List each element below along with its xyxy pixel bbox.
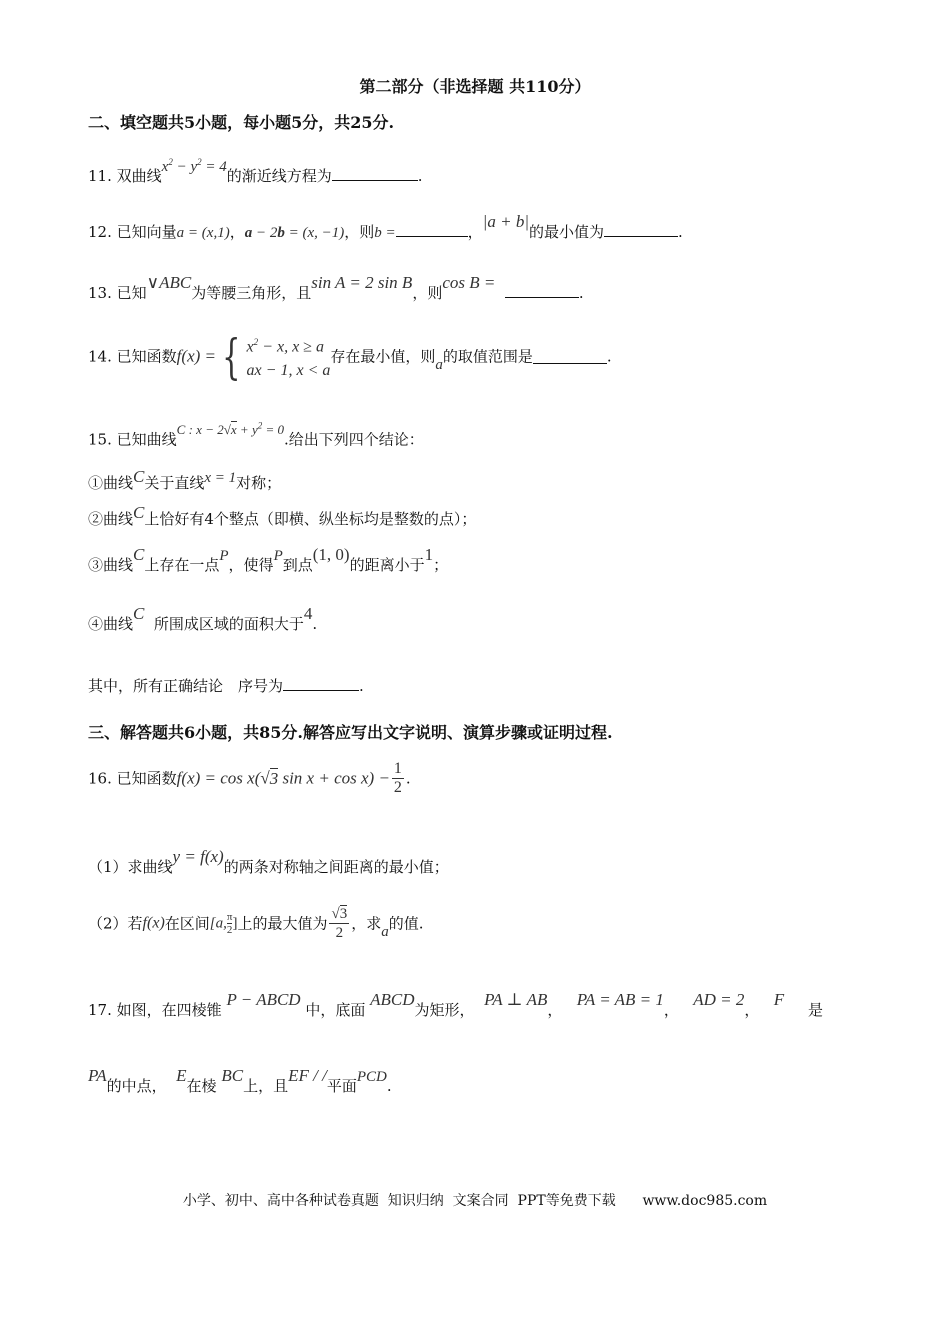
q14-pre: 已知函数 [116, 347, 177, 366]
q16-formula: f(x) = cos x(√3 sin x + cos x) − [176, 768, 390, 788]
q16-part-1: （1）求曲线y = f(x)的两条对称轴之间距离的最小值； [88, 847, 449, 876]
answer-blank [396, 222, 468, 237]
question-14: 14. 已知函数f(x) = { $x^2 - x$, x ≥ a ax − 1, x < a 存在最小值，则a的取值范围是 . [88, 328, 612, 385]
q13-triangle: ∨ABC [146, 273, 192, 292]
q16-number: 16. [88, 769, 112, 788]
q15-post: .给出下列四个结论： [284, 430, 424, 449]
q16-part-2: （2）若f(x)在区间[a, $\frac{\pi}{2}$ ]上的最大值为 $\frac{√3}{2}$ ，求a的值. [88, 906, 424, 941]
q15-final: 其中，所有正确结论 序号为 . [88, 677, 364, 695]
q14-post: 的取值范围是 [442, 347, 533, 366]
q15-curve: C : $x - 2√x + y^2 = 0$ [176, 421, 284, 438]
q13-condition: sin A = 2 sin B [311, 273, 413, 292]
q15-number: 15. [88, 430, 112, 449]
q17-number: 17. [88, 1001, 112, 1019]
q17-line-2: PA的中点， E在棱 BC上，且EF / /平面PCD. [88, 1066, 392, 1095]
q15-conclusion-2: ②曲线C上恰好有4个整点（即横、纵坐标均是整数的点）； [88, 503, 477, 528]
question-11: 11. 双曲线$x^2 - y^2 = 4$的渐近线方程为 . [88, 157, 423, 185]
answer-blank [332, 166, 418, 181]
q12-abs: |a + b| [482, 212, 530, 231]
q12-vector-a: a = (x,1) [176, 225, 230, 241]
q11-number: 11. [88, 167, 112, 185]
q15-pre: 已知曲线 [116, 430, 177, 449]
answer-blank [283, 676, 359, 691]
q14-mid: 存在最小值，则 [330, 347, 436, 366]
page-footer: 小学、初中、高中各种试卷真题 知识归纳 文案合同 PPT等免费下载 www.doc985.com [182, 1193, 768, 1209]
q11-pre: 双曲线 [116, 167, 162, 185]
q13-pre: 已知 [116, 284, 147, 302]
q15-conclusion-1: ①曲线C关于直线x = 1对称； [88, 467, 282, 492]
answer-blank [505, 283, 579, 298]
q12-pre: 已知向量 [116, 223, 177, 241]
q15-conclusion-4: ④曲线C 所围成区域的面积大于4. [88, 604, 318, 633]
q12-vector-diff: a − 2b = (x, −1) [244, 225, 345, 241]
answer-blank [604, 222, 678, 237]
question-16: 16. 已知函数f(x) = cos x(√3 sin x + cos x) − $\frac{1}{2}$ . [88, 760, 411, 796]
q15-conclusion-3: ③曲线C上存在一点P，使得P到点(1, 0)的距离小于1； [88, 545, 449, 574]
q14-piecewise: $x^2 - x$, x ≥ a ax − 1, x < a [246, 337, 331, 380]
section3-heading: 三、解答题共6小题，共85分.解答应写出文字说明、演算步骤或证明过程. [88, 723, 613, 742]
question-13: 13. 已知∨ABC为等腰三角形，且sin A = 2 sin B，则cos B = . [88, 273, 584, 302]
question-15 [88, 421, 424, 450]
part-title: 第二部分（非选择题 共110分） [359, 77, 591, 96]
question-12: 12. 已知向量a = (x,1)，a − 2b = (x, −1)，则b = ，|a + b|的最小值为 . [88, 212, 683, 241]
section2-heading: 二、填空题共5小题，每小题5分，共25分. [88, 113, 395, 132]
q11-formula: $x^2 - y^2 = 4$ [161, 157, 227, 175]
q14-number: 14. [88, 347, 112, 366]
q13-mid: 为等腰三角形，且 [191, 284, 312, 302]
answer-blank [533, 349, 607, 364]
question-17: 17. 如图，在四棱锥 P − ABCD 中，底面 ABCD为矩形， PA ⊥ AB， PA = AB = 1， AD = 2， F 是 [88, 990, 823, 1019]
q11-post: 的渐近线方程为 [226, 167, 332, 185]
q13-number: 13. [88, 284, 112, 302]
q12-post: 的最小值为 [529, 223, 605, 241]
q16-pre: 已知函数 [116, 769, 177, 788]
q12-number: 12. [88, 223, 112, 241]
